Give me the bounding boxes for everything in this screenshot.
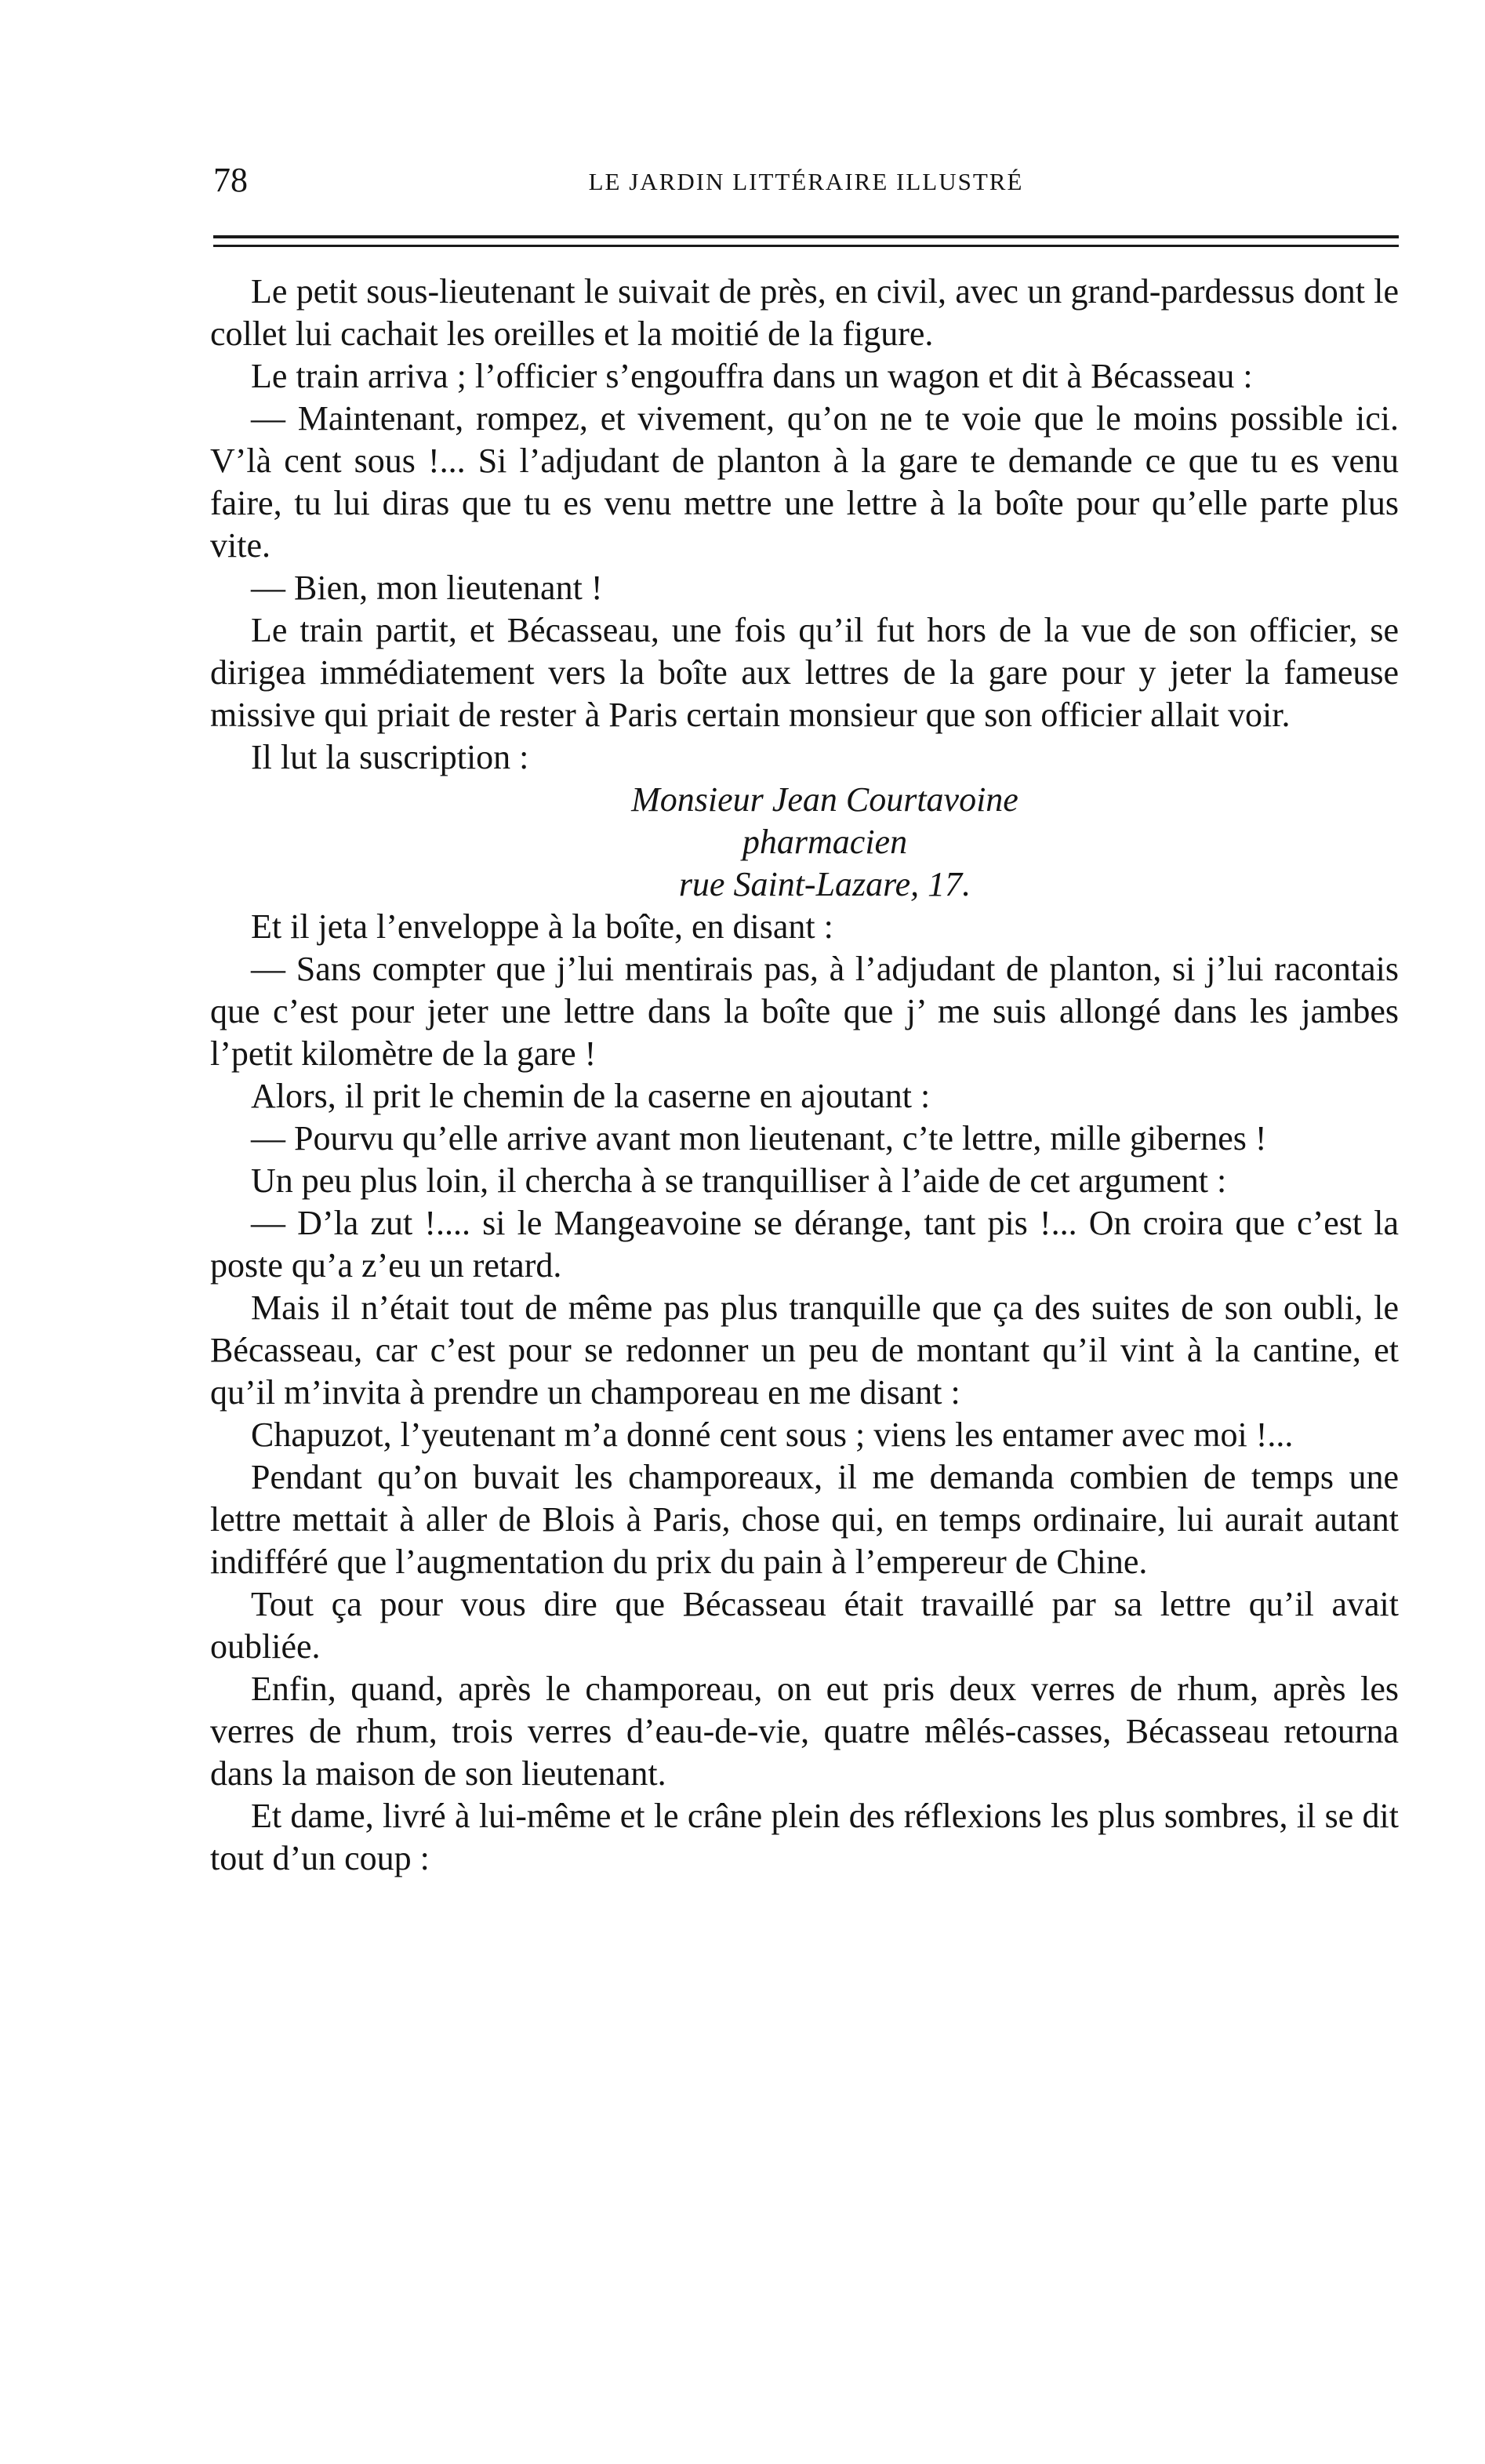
- letter-address-name: Monsieur Jean Courtavoine: [631, 780, 1018, 819]
- paragraph: Le train arriva ; l’officier s’engouffra dans un wagon et dit à Bécasseau :: [251, 357, 1253, 395]
- page-number: 78: [213, 161, 248, 199]
- paragraph: Pendant qu’on buvait les champoreaux, il me demanda combien de temps une lettre mettait à aller de Blois à Paris, chose qui, en temps ordinaire, lui aurait autant indifféré que l’augmentation du prix du pain à l’empereur de Chine.: [210, 1458, 1399, 1581]
- paragraph: Il lut la suscription :: [251, 738, 529, 776]
- paragraph: Un peu plus loin, il chercha à se tranquilliser à l’aide de cet argument :: [251, 1161, 1227, 1200]
- paragraph: — D’la zut !.... si le Mangeavoine se dérange, tant pis !... On croira que c’est la poste qu’a z’eu un retard.: [210, 1204, 1399, 1285]
- paragraph: Le petit sous-lieutenant le suivait de près, en civil, avec un grand-pardessus dont le collet lui cachait les oreilles et la moitié de la figure.: [210, 272, 1399, 353]
- letter-address-street: rue Saint-Lazare, 17.: [678, 865, 971, 903]
- page-header: [213, 157, 1399, 204]
- paragraph: Chapuzot, l’yeutenant m’a donné cent sous ; viens les entamer avec moi !...: [251, 1416, 1294, 1454]
- paragraph: Alors, il prit le chemin de la caserne en ajoutant :: [251, 1077, 931, 1115]
- running-title: LE JARDIN LITTÉRAIRE ILLUSTRÉ: [588, 168, 1024, 195]
- paragraph: Mais il n’était tout de même pas plus tranquille que ça des suites de son oubli, le Bécasseau, car c’est pour se redonner un peu de montant qu’il vint à la cantine, et qu’il m’invita à prendre un champoreau en me disant :: [210, 1288, 1399, 1412]
- letter-address-profession: pharmacien: [742, 823, 908, 861]
- paragraph: Le train partit, et Bécasseau, une fois qu’il fut hors de la vue de son officier, se dirigea immédiatement vers la boîte aux lettres de la gare pour y jeter la fameuse missive qui priait de rester à Paris certain monsieur que son officier allait voir.: [210, 611, 1399, 734]
- header-rule-top: [213, 235, 1399, 238]
- paragraph: Enfin, quand, après le champoreau, on eut pris deux verres de rhum, après les verres de rhum, trois verres d’eau-de-vie, quatre mêlés-casses, Bécasseau retourna dans la maison de son lieutenant.: [210, 1670, 1399, 1793]
- paragraph: — Bien, mon lieutenant !: [251, 569, 603, 607]
- paragraph: Tout ça pour vous dire que Bécasseau était travaillé par sa lettre qu’il avait oubliée.: [210, 1585, 1399, 1666]
- paragraph: Et il jeta l’enveloppe à la boîte, en disant :: [251, 907, 833, 946]
- paragraph: Et dame, livré à lui-même et le crâne plein des réflexions les plus sombres, il se dit tout d’un coup :: [210, 1797, 1399, 1877]
- body-text: [210, 271, 1399, 1880]
- paragraph: — Maintenant, rompez, et vivement, qu’on ne te voie que le moins possible ici. V’là cent sous !... Si l’adjudant de planton à la gare te demande ce que tu es venu faire, tu lui diras que tu es venu mettre une lettre à la boîte pour qu’elle parte plus vite.: [210, 399, 1399, 565]
- paragraph: — Sans compter que j’lui mentirais pas, à l’adjudant de planton, si j’lui racontais que c’est pour jeter une lettre dans la boîte que j’ me suis allongé dans les jambes l’petit kilomètre de la gare !: [210, 950, 1399, 1073]
- paragraph: — Pourvu qu’elle arrive avant mon lieutenant, c’te lettre, mille gibernes !: [251, 1119, 1267, 1157]
- header-rule-bottom: [213, 245, 1399, 247]
